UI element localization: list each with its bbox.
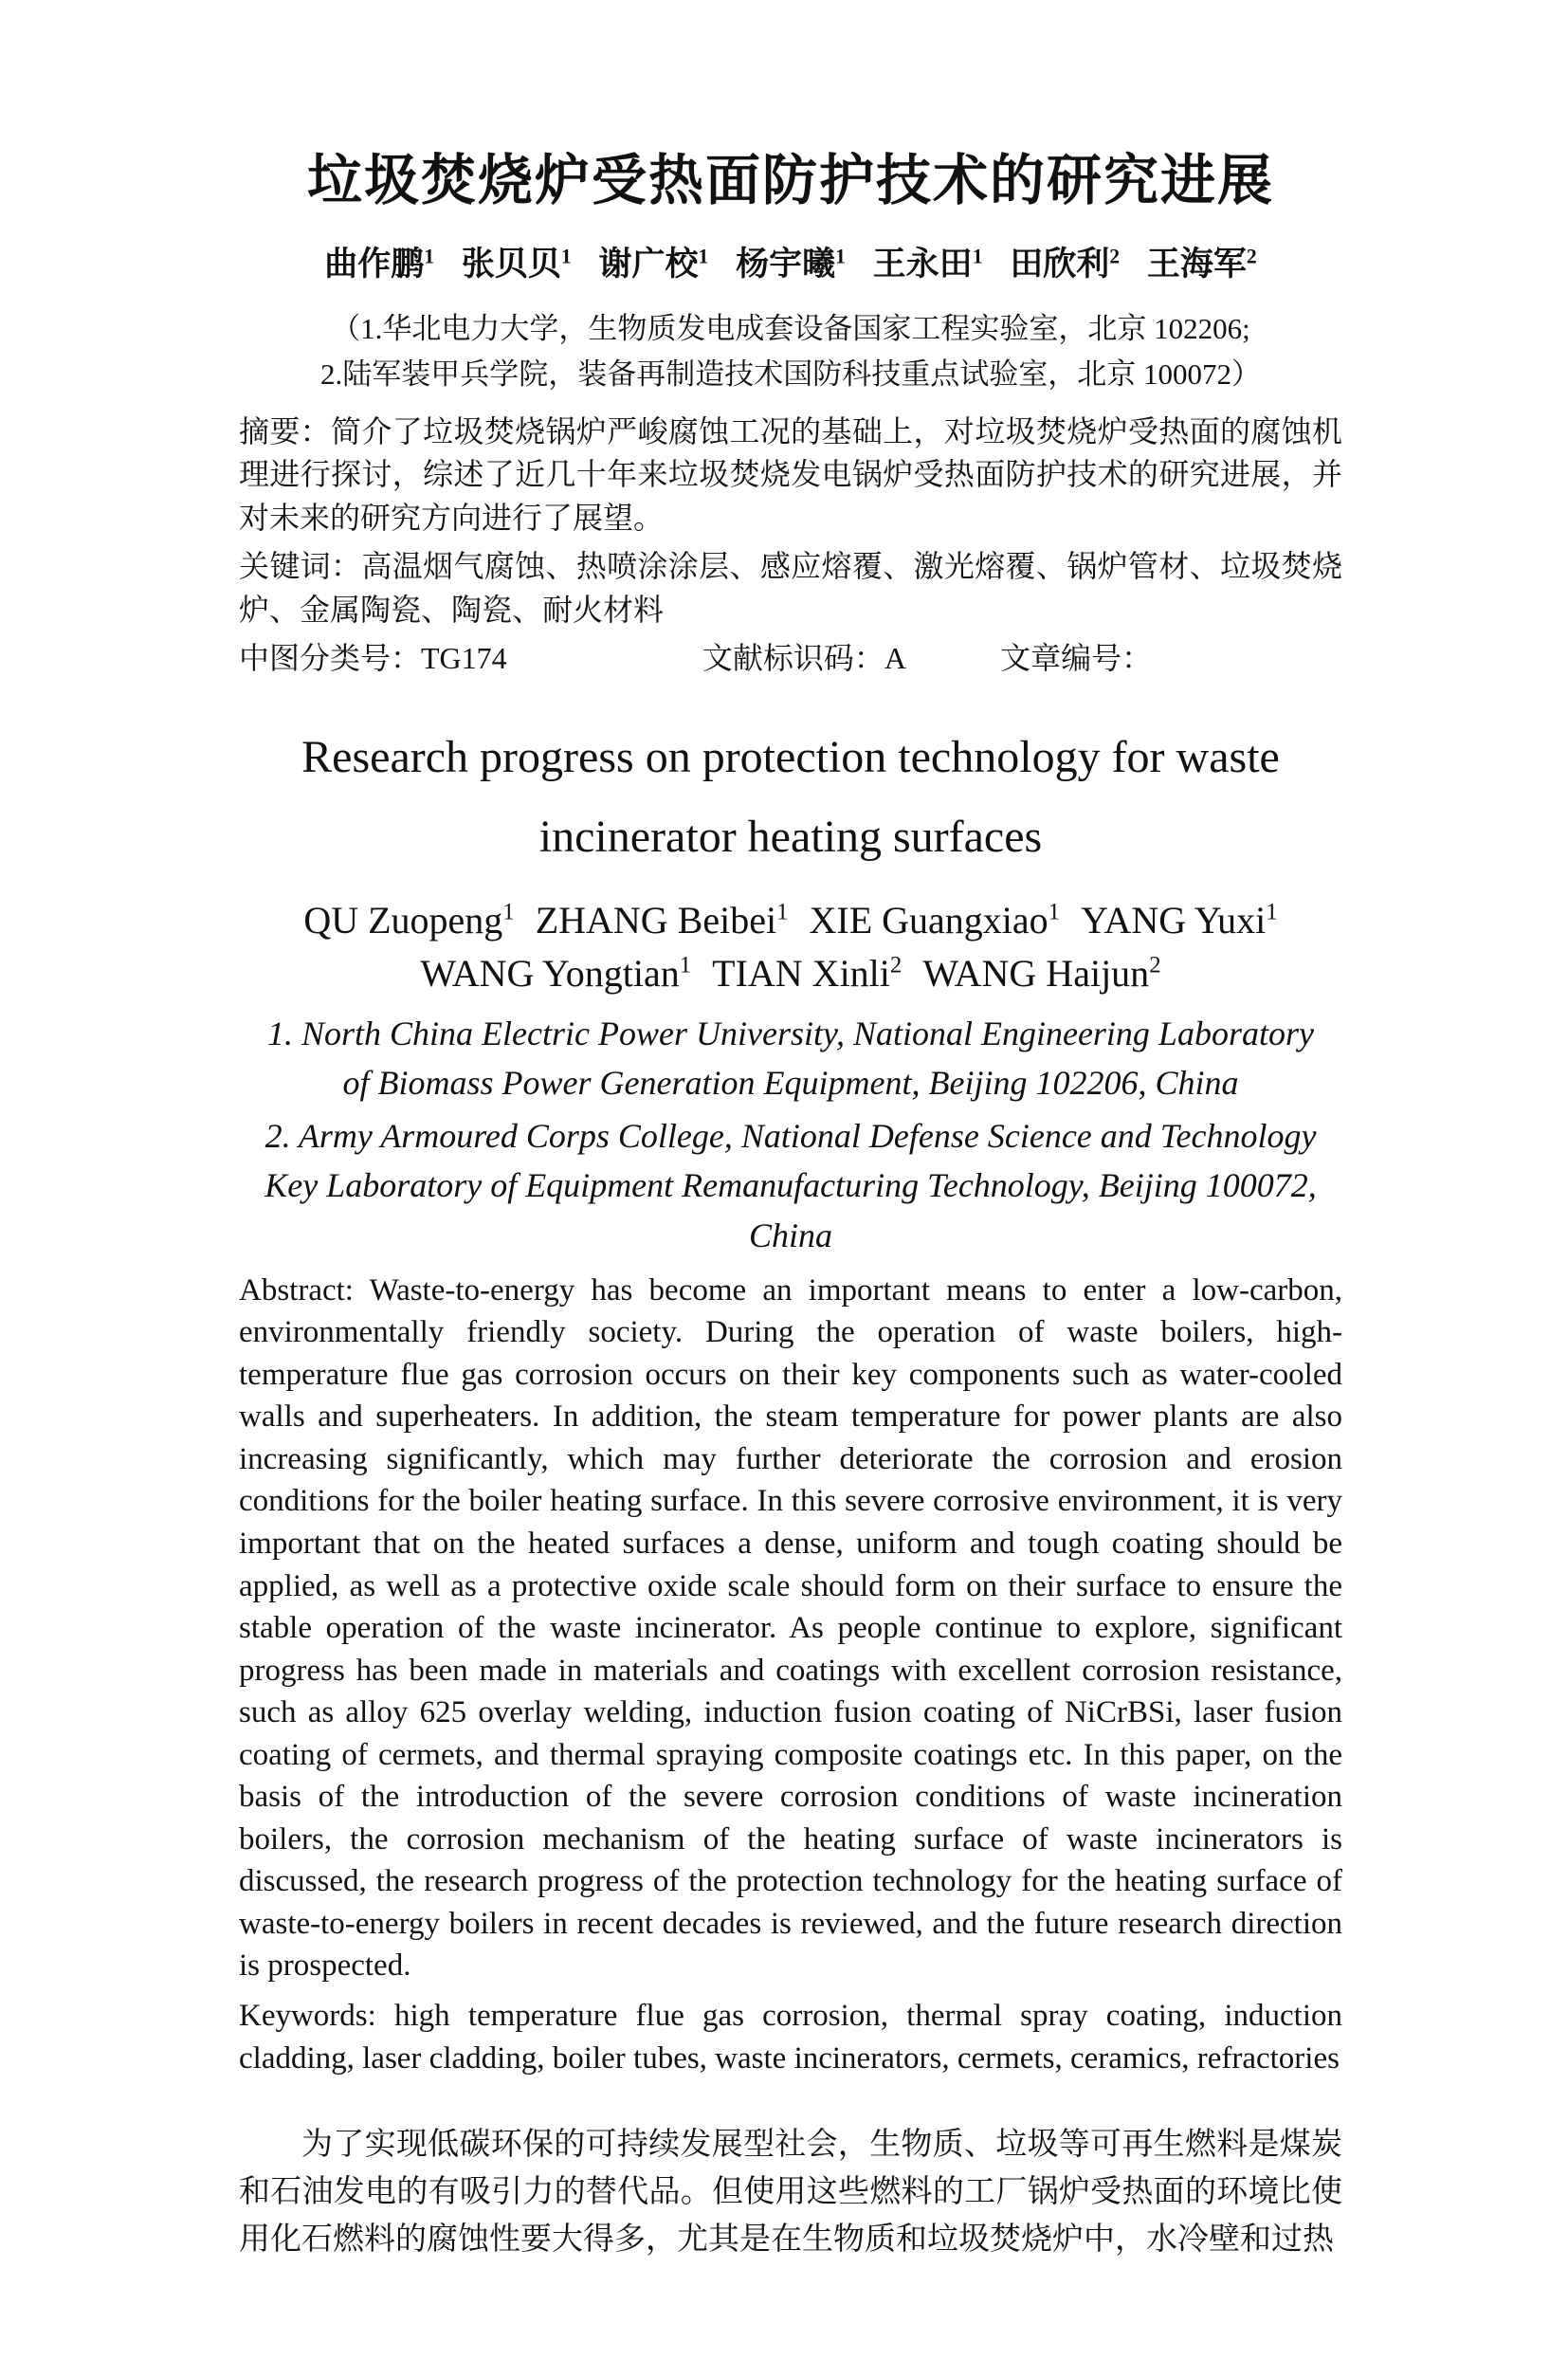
author-chinese	[736, 246, 846, 283]
affiliation-english-2: 2. Army Armoured Corps College, National Defense Science and Technology Key Laboratory of Equipment Remanufacturing Technology, Beijing 100072, China	[264, 1117, 1317, 1254]
author-superscript: 1	[560, 245, 572, 268]
author-chinese	[462, 246, 572, 283]
keywords-chinese-text: 高温烟气腐蚀、热喷涂涂层、感应熔覆、激光熔覆、锅炉管材、垃圾焚烧炉、金属陶瓷、陶瓷、耐火材料	[239, 549, 1342, 627]
author-name: WANG Yongtian	[420, 951, 680, 995]
abstract-english-label: Abstract:	[239, 1272, 354, 1308]
keywords-english-label: Keywords:	[239, 1999, 376, 2034]
author-english	[1081, 899, 1278, 942]
author-name: QU Zuopeng	[303, 899, 503, 942]
author-name: YANG Yuxi	[1081, 899, 1267, 942]
keywords-chinese	[239, 545, 1342, 631]
author-name: 曲作鹏	[324, 245, 425, 283]
author-chinese	[598, 246, 708, 283]
author-name: XIE Guangxiao	[809, 899, 1048, 942]
author-english	[810, 899, 1061, 942]
paper-title-english: Research progress on protection technology for waste incinerator heating surfaces	[301, 732, 1280, 863]
chinese-meta-block	[239, 411, 1342, 631]
author-english	[712, 952, 902, 995]
affiliation-chinese-2: 2.陆军装甲兵学院，装备再制造技术国防科技重点试验室，北京 100072）	[320, 357, 1261, 391]
author-chinese	[1010, 246, 1120, 283]
abstract-chinese-text: 简介了垃圾焚烧锅炉严峻腐蚀工况的基础上，对垃圾焚烧炉受热面的腐蚀机理进行探讨，综述了近几十年来垃圾焚烧发电锅炉受热面防护技术的研究进展，并对未来的研究方向进行了展望。	[239, 413, 1342, 535]
author-name: 田欣利	[1010, 245, 1110, 283]
abstract-english-text: Waste-to-energy has become an important means to enter a low-carbon, environmentally friendly society. During the operation of waste boilers, high-temperature flue gas corrosion occurs on their key components such as water-cooled walls and superheaters. In addition, the steam temperature for power plants are also increasing significantly, which may further deteriorate the corrosion and erosion conditions for the boiler heating surface. In this severe corrosive environment, it is very important that on the heated surfaces a dense, uniform and tough coating should be applied, as well as a protective oxide scale should form on their surface to ensure the stable operation of the waste incinerator. As people continue to explore, significant progress has been made in materials and coatings with excellent corrosion resistance, such as alloy 625 overlay welding, induction fusion coating of NiCrBSi, laser fusion coating of cermets, and thermal spraying composite coatings etc. In this paper, on the basis of the introduction of the severe corrosion conditions of waste incineration boilers, the corrosion mechanism of the heating surface of waste incinerators is discussed, the research progress of the protection technology for the heating surface of waste-to-energy boilers in recent decades is reviewed, and the future research direction is prospected.	[239, 1272, 1343, 1984]
author-superscript: 2	[1246, 245, 1257, 268]
author-chinese	[1147, 246, 1257, 283]
author-name: ZHANG Beibei	[535, 899, 777, 942]
keywords-chinese-label: 关键词：	[239, 549, 362, 584]
author-english	[922, 952, 1160, 995]
body-text-chinese	[239, 2121, 1342, 2263]
author-superscript: 1	[1048, 900, 1061, 926]
author-chinese	[873, 246, 983, 283]
document-code: 文献标识码：A	[702, 640, 906, 675]
authors-chinese	[239, 238, 1342, 285]
author-english	[536, 899, 789, 942]
author-superscript: 1	[835, 245, 846, 268]
authors-english	[298, 894, 1284, 998]
clc-number: 中图分类号：TG174	[239, 640, 507, 675]
author-english	[303, 899, 514, 942]
author-superscript: 1	[776, 900, 789, 926]
keywords-english-text: high temperature flue gas corrosion, thermal spray coating, induction cladding, laser cladding, boiler tubes, waste incinerators, cermets, ceramics, refractories	[239, 1999, 1342, 2076]
affiliations-english	[260, 1009, 1322, 1260]
author-name: TIAN Xinli	[712, 951, 890, 995]
abstract-chinese	[239, 411, 1342, 540]
author-superscript: 1	[1266, 900, 1278, 926]
abstract-english	[239, 1270, 1342, 1987]
classification-row	[239, 637, 1342, 680]
author-superscript: 2	[889, 952, 903, 979]
author-name: 谢广校	[598, 245, 699, 283]
english-meta-block	[239, 1270, 1342, 2079]
author-chinese	[324, 246, 434, 283]
author-superscript: 1	[424, 245, 435, 268]
author-superscript: 1	[698, 245, 709, 268]
author-superscript: 1	[502, 900, 515, 926]
affiliations-chinese	[239, 306, 1342, 397]
body-paragraph: 为了实现低碳环保的可持续发展型社会，生物质、垃圾等可再生燃料是煤炭和石油发电的有吸引力的替代品。但使用这些燃料的工厂锅炉受热面的环境比使用化石燃料的腐蚀性要大得多，尤其是在生物质和垃圾焚烧炉中，水冷壁和过热	[239, 2128, 1342, 2258]
author-english	[420, 952, 691, 995]
author-superscript: 2	[1109, 245, 1121, 268]
author-superscript: 1	[679, 952, 692, 979]
author-superscript: 1	[972, 245, 983, 268]
affiliation-chinese-1: （1.华北电力大学，生物质发电成套设备国家工程实验室，北京 102206;	[331, 311, 1250, 345]
author-name: 王永田	[872, 245, 973, 283]
author-name: 杨宇曦	[736, 245, 836, 283]
author-superscript: 2	[1149, 952, 1161, 979]
keywords-english	[239, 1995, 1342, 2079]
article-number: 文章编号：	[1000, 640, 1153, 675]
author-name: 王海军	[1146, 245, 1247, 283]
author-name: WANG Haijun	[922, 951, 1150, 995]
author-name: 张贝贝	[461, 245, 561, 283]
affiliation-english-1: 1. North China Electric Power University, National Engineering Laboratory of Biomass Power Generation Equipment, Beijing 102206, China	[267, 1014, 1314, 1102]
paper-title-chinese: 垃圾焚烧炉受热面防护技术的研究进展	[306, 150, 1274, 211]
abstract-chinese-label: 摘要：	[239, 413, 332, 448]
